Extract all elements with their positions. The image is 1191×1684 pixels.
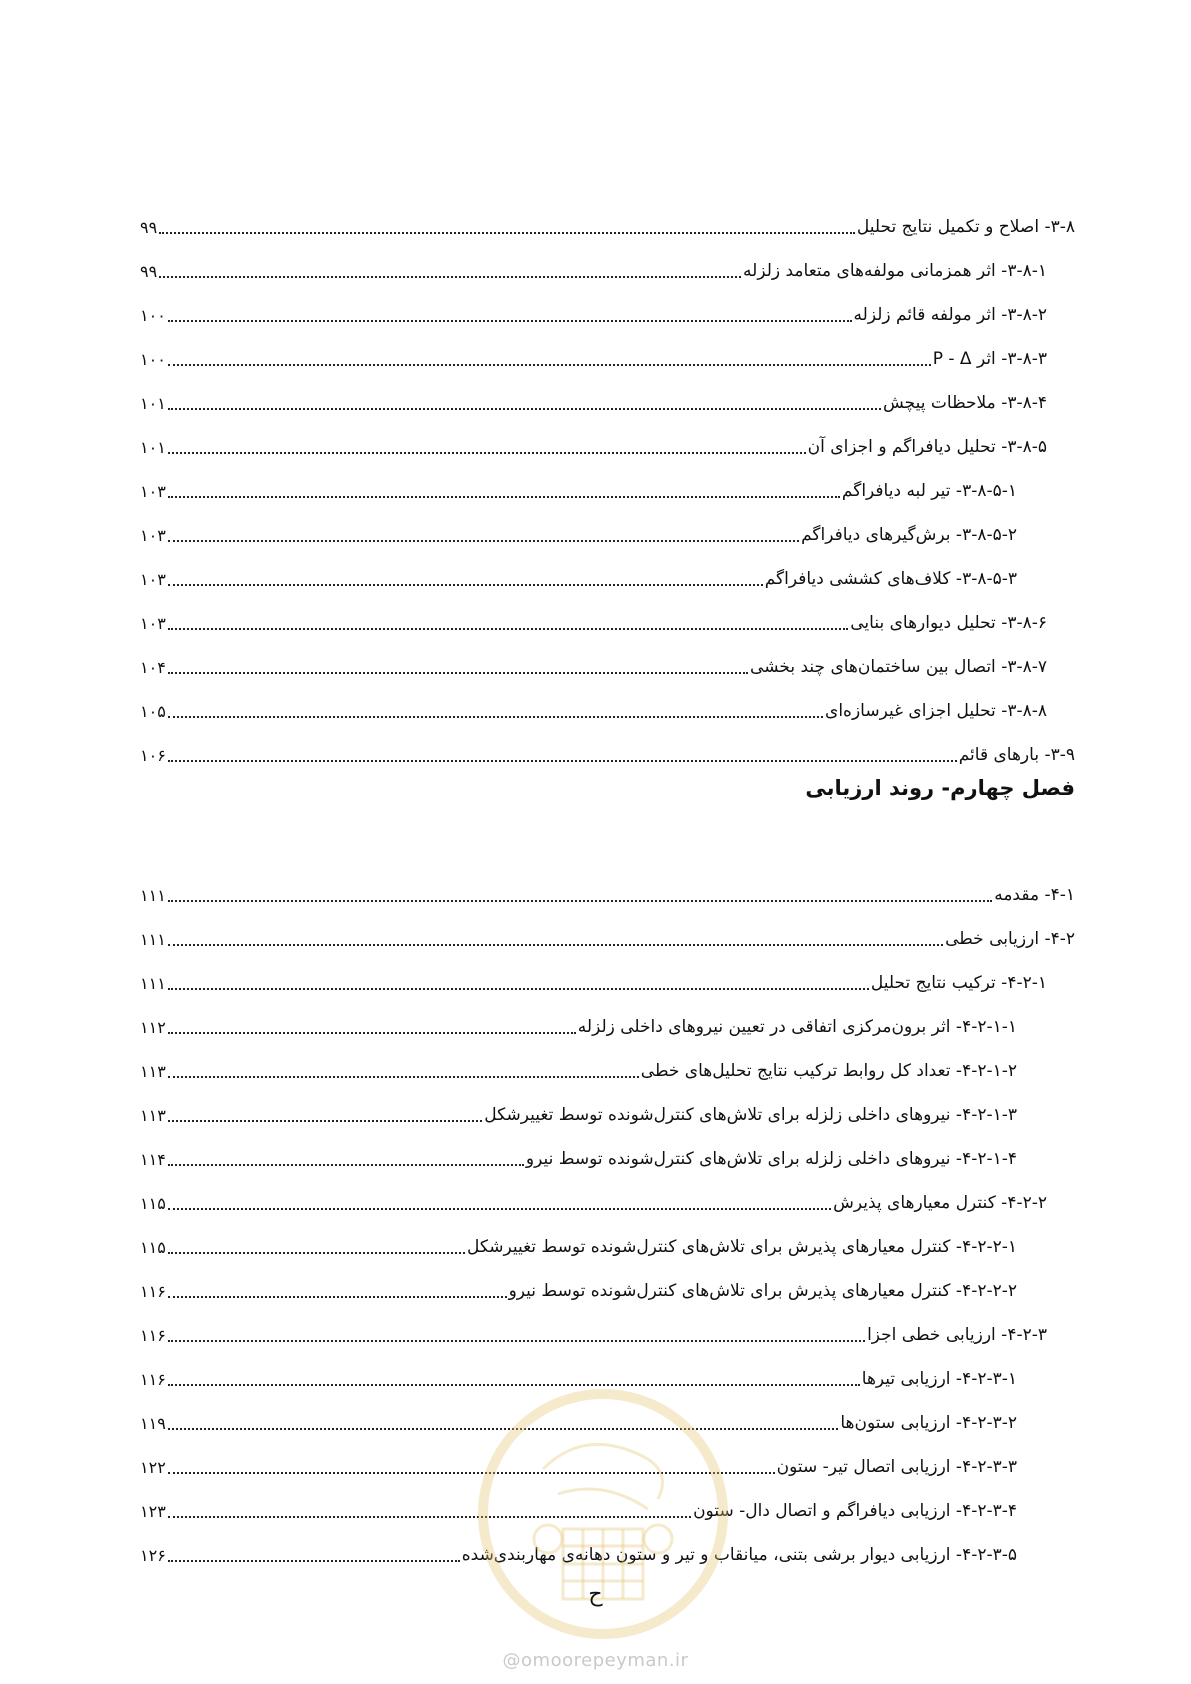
- toc-entry-page: ۱۱۵: [140, 1238, 166, 1257]
- toc-entry[interactable]: [140, 908, 1075, 952]
- toc-entry[interactable]: [140, 328, 1047, 372]
- toc-entry-page: ۱۱۱: [140, 974, 166, 993]
- toc-entry-page: ۱۰۰: [140, 306, 166, 325]
- toc-entry-title: ۴-۲-۲-۱- کنترل معیارهای پذیرش برای تلاش‌های کنترل‌شونده توسط تغییرشکل: [466, 1237, 1017, 1257]
- toc-entry-page: ۱۱۳: [140, 1062, 166, 1081]
- toc-entry[interactable]: [140, 1436, 1017, 1480]
- toc-entry-page: ۱۰۴: [140, 658, 166, 677]
- dot-leader: [168, 364, 931, 366]
- watermark-url: @omoorepeyman.ir: [502, 1650, 689, 1671]
- toc-entry[interactable]: [140, 1128, 1017, 1172]
- dot-leader: [168, 1032, 576, 1034]
- toc-entry[interactable]: [140, 1480, 1017, 1524]
- toc-entry-page: ۱۱۲: [140, 1018, 166, 1037]
- dot-leader: [168, 408, 881, 410]
- dot-leader: [168, 944, 943, 946]
- toc-entry-page: ۱۱۶: [140, 1326, 166, 1345]
- toc-entry-title: ۳-۸-۵-۱- تیر لبه دیافراگم: [841, 481, 1017, 501]
- toc-entry-title: ۴-۲-۱-۲- تعداد کل روابط ترکیب نتایج تحلیل‌های خطی: [640, 1061, 1017, 1081]
- toc-entry[interactable]: [140, 1260, 1017, 1304]
- dot-leader: [168, 584, 763, 586]
- toc-entry-page: ۱۱۳: [140, 1106, 166, 1125]
- dot-leader: [168, 1472, 775, 1474]
- dot-leader: [168, 1516, 691, 1518]
- toc-entry-page: ۱۱۴: [140, 1150, 166, 1169]
- toc-entry[interactable]: [140, 724, 1075, 768]
- toc-entry-page: ۱۱۶: [140, 1282, 166, 1301]
- toc-entry-page: ۹۹: [140, 218, 158, 237]
- toc-entry-page: ۱۱۹: [140, 1414, 166, 1433]
- toc-entry-title: ۴-۲-۳-۵- ارزیابی دیوار برشی بتنی، میانقاب و تیر و ستون دهانه‌ی مهاربندی‌شده: [461, 1545, 1017, 1565]
- toc-entry[interactable]: [140, 592, 1047, 636]
- toc-entry[interactable]: [140, 864, 1075, 908]
- toc-entry-title: ۳-۸-۶- تحلیل دیوارهای بنایی: [850, 613, 1047, 633]
- toc-entry-title: ۳-۸-۵-۳- کلاف‌های کششی دیافراگم: [764, 569, 1017, 589]
- dot-leader: [159, 232, 855, 234]
- toc-entry[interactable]: [140, 548, 1017, 592]
- dot-leader: [168, 716, 823, 718]
- toc-entry-page: ۱۰۶: [140, 746, 166, 765]
- dot-leader: [159, 276, 741, 278]
- dot-leader: [168, 1340, 865, 1342]
- toc-entry[interactable]: [140, 1084, 1017, 1128]
- toc-entry-page: ۱۱۶: [140, 1370, 166, 1389]
- dot-leader: [168, 1296, 507, 1298]
- toc-entry-page: ۱۰۳: [140, 526, 166, 545]
- toc-entry[interactable]: [140, 996, 1017, 1040]
- toc-entry-title: ۴-۲-۳-۳- ارزیابی اتصال تیر- ستون: [776, 1457, 1017, 1477]
- toc-entry[interactable]: [140, 284, 1047, 328]
- dot-leader: [168, 1208, 831, 1210]
- dot-leader: [168, 628, 848, 630]
- dot-leader: [168, 672, 748, 674]
- toc-entry-title: ۴-۲-۲-۲- کنترل معیارهای پذیرش برای تلاش‌های کنترل‌شونده توسط نیرو: [508, 1281, 1017, 1301]
- toc-entry[interactable]: [140, 680, 1047, 724]
- toc-entry-title: ۴-۲- ارزیابی خطی: [945, 929, 1075, 949]
- toc-entry-page: ۱۰۳: [140, 570, 166, 589]
- toc-entry-title: ۳-۸-۵- تحلیل دیافراگم و اجزای آن: [807, 437, 1047, 457]
- toc-entry-page: ۱۰۰: [140, 350, 166, 369]
- toc-entry-title: ۳-۸- اصلاح و تکمیل نتایج تحلیل: [856, 217, 1075, 237]
- toc-entry-title: ۴-۲-۱-۱- اثر برون‌مرکزی اتفاقی در تعیین نیروهای داخلی زلزله: [577, 1017, 1017, 1037]
- toc-entry-page: ۱۰۱: [140, 438, 166, 457]
- toc-entry-title: ۳-۸-۱- اثر همزمانی مولفه‌های متعامد زلزله: [743, 261, 1047, 281]
- toc-entry[interactable]: [140, 416, 1047, 460]
- dot-leader: [168, 1428, 839, 1430]
- toc-entry[interactable]: [140, 1348, 1017, 1392]
- toc-entry[interactable]: [140, 1524, 1017, 1568]
- dot-leader: [168, 1164, 524, 1166]
- toc-entry-title: ۳-۸-۵-۲- برش‌گیرهای دیافراگم: [801, 525, 1017, 545]
- toc-entry-page: ۱۲۳: [140, 1502, 166, 1521]
- toc-entry-title: ۳-۸-۳- اثر P - Δ: [932, 349, 1047, 369]
- dot-leader: [168, 760, 957, 762]
- toc-entry-page: ۱۰۳: [140, 482, 166, 501]
- toc-entry-page: ۱۱۵: [140, 1194, 166, 1213]
- toc-entry-page: ۱۲۶: [140, 1546, 166, 1565]
- dot-leader: [168, 1252, 465, 1254]
- page-number: ح: [588, 1582, 603, 1607]
- chapter-heading[interactable]: فصل چهارم- روند ارزیابی: [805, 776, 1075, 800]
- dot-leader: [168, 1120, 482, 1122]
- dot-leader: [168, 1076, 639, 1078]
- dot-leader: [168, 900, 992, 902]
- toc-entry-page: ۹۹: [140, 262, 158, 281]
- toc-entry-page: ۱۰۱: [140, 394, 166, 413]
- toc-entry-title: ۴-۱- مقدمه: [994, 885, 1075, 905]
- toc-entry-title: ۴-۲-۳- ارزیابی خطی اجزا: [867, 1325, 1047, 1345]
- toc-entry[interactable]: [140, 240, 1047, 284]
- toc-entry[interactable]: [140, 504, 1017, 548]
- dot-leader: [168, 496, 840, 498]
- toc-entry-title: ۴-۲-۱-۴- نیروهای داخلی زلزله برای تلاش‌های کنترل‌شونده توسط نیرو: [525, 1149, 1017, 1169]
- toc-entry-page: ۱۰۵: [140, 702, 166, 721]
- toc-entry[interactable]: [140, 1172, 1047, 1216]
- toc-entry-title: ۳-۸-۷- اتصال بین ساختمان‌های چند بخشی: [750, 657, 1047, 677]
- toc-entry-title: ۴-۲-۱-۳- نیروهای داخلی زلزله برای تلاش‌های کنترل‌شونده توسط تغییرشکل: [484, 1105, 1017, 1125]
- toc-entry-page: ۱۲۲: [140, 1458, 166, 1477]
- toc-entry-title: ۴-۲-۳-۴- ارزیابی دیافراگم و اتصال دال- ستون: [693, 1501, 1017, 1521]
- dot-leader: [168, 540, 799, 542]
- toc-entry-title: ۳-۸-۴- ملاحظات پیچش: [882, 393, 1047, 413]
- toc-entry-title: ۳-۸-۸- تحلیل اجزای غیرسازه‌ای: [825, 701, 1047, 721]
- dot-leader: [168, 452, 806, 454]
- toc-entry[interactable]: [140, 1304, 1047, 1348]
- toc-entry-page: ۱۰۳: [140, 614, 166, 633]
- toc-entry[interactable]: [140, 372, 1047, 416]
- toc-entry[interactable]: [140, 952, 1047, 996]
- toc-entry[interactable]: [140, 196, 1075, 240]
- toc-entry-title: ۴-۲-۳-۱- ارزیابی تیرها: [861, 1369, 1017, 1389]
- toc-entry[interactable]: [140, 1216, 1017, 1260]
- toc-entry[interactable]: [140, 1392, 1017, 1436]
- toc-entry-title: ۴-۲-۲- کنترل معیارهای پذیرش: [833, 1193, 1047, 1213]
- toc-entry-title: ۴-۲-۳-۲- ارزیابی ستون‌ها: [840, 1413, 1017, 1433]
- toc-entry[interactable]: [140, 460, 1017, 504]
- dot-leader: [168, 1384, 860, 1386]
- toc-entry[interactable]: [140, 636, 1047, 680]
- dot-leader: [168, 320, 852, 322]
- toc-entry-page: ۱۱۱: [140, 886, 166, 905]
- toc-entry[interactable]: [140, 1040, 1017, 1084]
- toc-entry-title: ۳-۸-۲- اثر مولفه قائم زلزله: [853, 305, 1047, 325]
- dot-leader: [168, 1560, 460, 1562]
- toc-entry-page: ۱۱۱: [140, 930, 166, 949]
- toc-entry-title: ۴-۲-۱- ترکیب نتایج تحلیل: [870, 973, 1047, 993]
- toc-entry-title: ۳-۹- بارهای قائم: [958, 745, 1075, 765]
- dot-leader: [168, 988, 869, 990]
